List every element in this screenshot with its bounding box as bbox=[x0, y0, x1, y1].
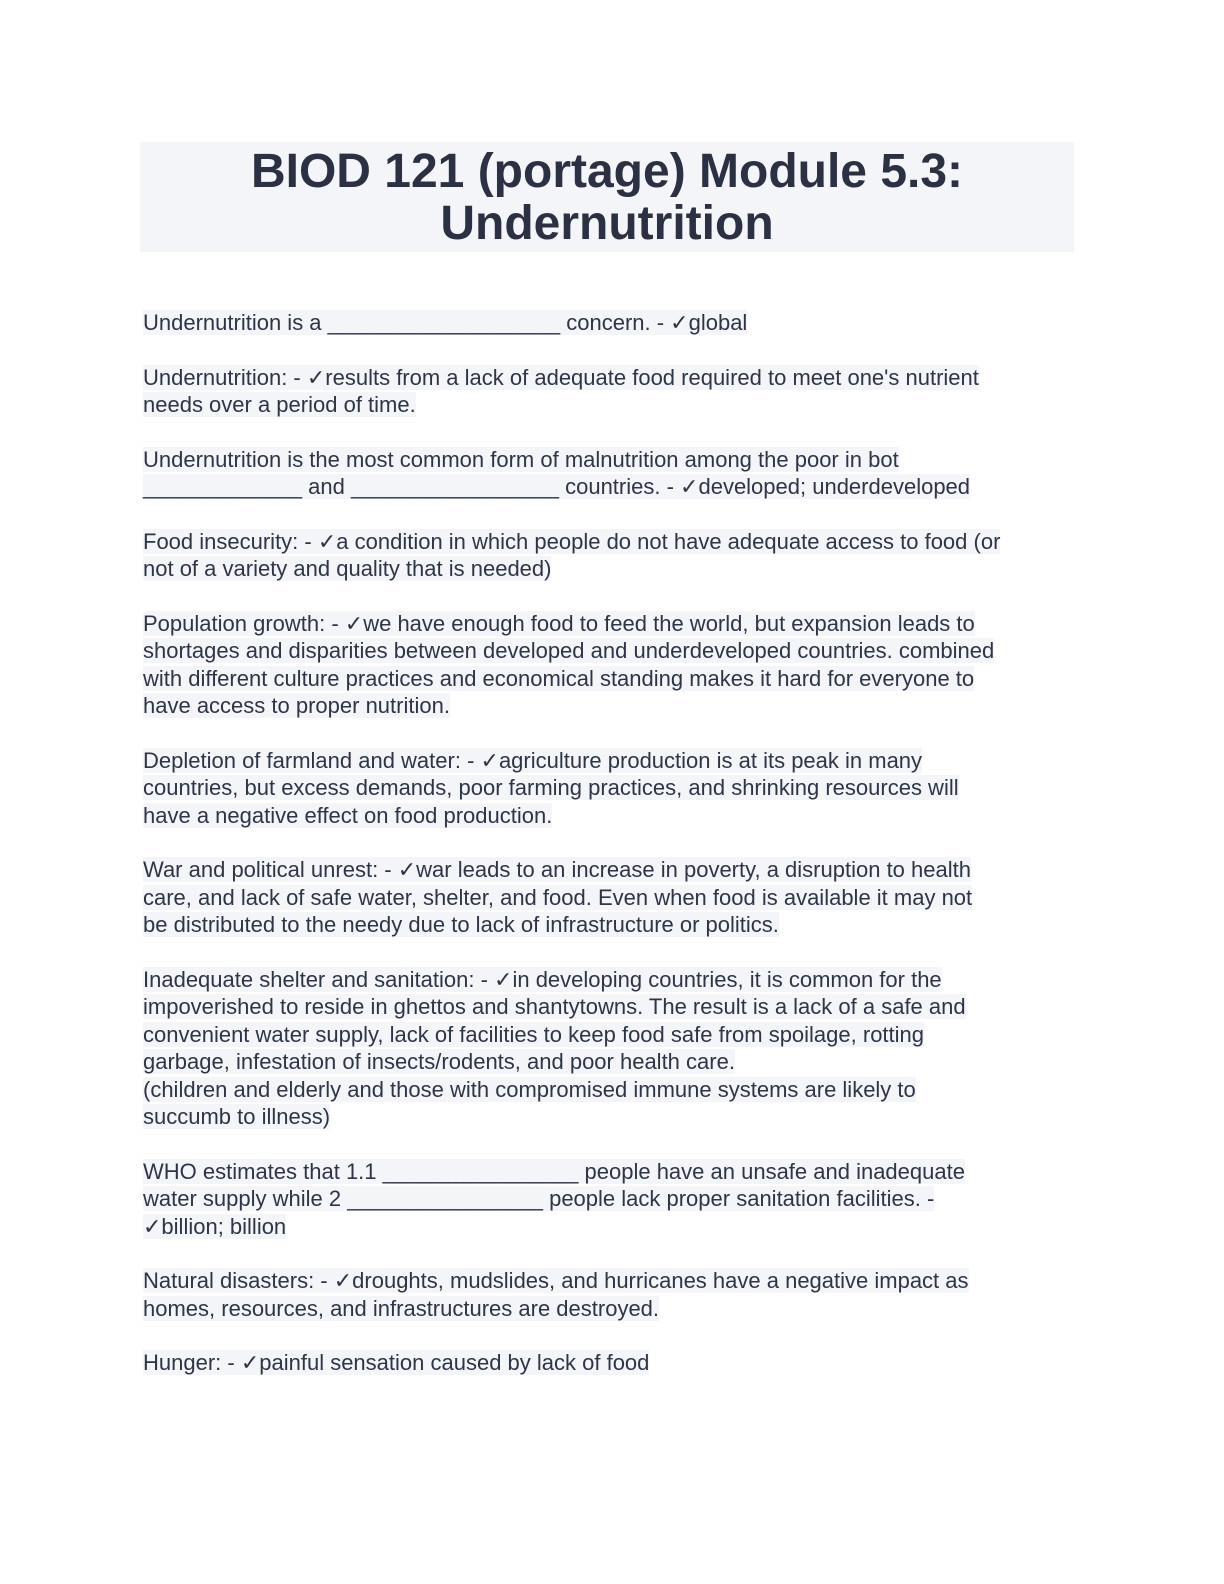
document-title-line: Undernutrition bbox=[440, 197, 774, 250]
flashcard-text-line: homes, resources, and infrastructures are destroyed. bbox=[143, 1295, 660, 1321]
flashcard-text-line: War and political unrest: - ✓war leads to an increase in poverty, a disruption to health bbox=[143, 857, 971, 882]
flashcard-text-line: Undernutrition is a ___________________ concern. - ✓global bbox=[143, 310, 748, 335]
flashcard bbox=[143, 528, 1078, 583]
document-title-line: BIOD 121 (portage) Module 5.3: bbox=[250, 145, 964, 198]
flashcard-text-line: care, and lack of safe water, shelter, and food. Even when food is available it may not bbox=[143, 884, 973, 910]
flashcard-text-line: have a negative effect on food production. bbox=[143, 802, 553, 828]
flashcard-text-line: countries, but excess demands, poor farming practices, and shrinking resources will bbox=[143, 775, 959, 800]
flashcard-text-line: succumb to illness) bbox=[143, 1104, 331, 1129]
flashcard-text-line: Hunger: - ✓painful sensation caused by lack of food bbox=[143, 1350, 650, 1375]
flashcard bbox=[143, 364, 1078, 419]
flashcard-text-line: ✓billion; billion bbox=[143, 1213, 287, 1239]
flashcard-text-line: be distributed to the needy due to lack of infrastructure or politics. bbox=[143, 912, 779, 937]
document-title-box bbox=[140, 142, 1074, 252]
flashcard-text-line: convenient water supply, lack of facilities to keep food safe from spoilage, rotting bbox=[143, 1021, 925, 1047]
flashcard bbox=[143, 966, 1078, 1131]
flashcard-text-line: (children and elderly and those with compromised immune systems are likely to bbox=[143, 1076, 916, 1102]
flashcard-text-line: Population growth: - ✓we have enough food to feed the world, but expansion leads to bbox=[143, 610, 975, 636]
flashcard-list bbox=[143, 309, 1078, 1404]
flashcard bbox=[143, 1349, 1078, 1377]
flashcard bbox=[143, 309, 1078, 337]
flashcard bbox=[143, 747, 1078, 830]
flashcard bbox=[143, 1267, 1078, 1322]
flashcard-text-line: WHO estimates that 1.1 ________________ people have an unsafe and inadequate bbox=[143, 1158, 965, 1184]
flashcard-text-line: Food insecurity: - ✓a condition in which people do not have adequate access to food (or bbox=[143, 528, 1001, 554]
flashcard bbox=[143, 446, 1078, 501]
flashcard-text-line: Inadequate shelter and sanitation: - ✓in developing countries, it is common for the bbox=[143, 966, 942, 992]
flashcard bbox=[143, 856, 1078, 939]
flashcard-text-line: _____________ and _________________ countries. - ✓developed; underdeveloped bbox=[143, 474, 971, 499]
flashcard bbox=[143, 1158, 1078, 1241]
flashcard-text-line: Natural disasters: - ✓droughts, mudslides, and hurricanes have a negative impact as bbox=[143, 1268, 969, 1293]
flashcard-text-line: water supply while 2 ________________ people lack proper sanitation facilities. - bbox=[143, 1186, 935, 1211]
flashcard-text-line: shortages and disparities between developed and underdeveloped countries. combined bbox=[143, 638, 995, 663]
flashcard-text-line: needs over a period of time. bbox=[143, 392, 416, 417]
flashcard-text-line: not of a variety and quality that is needed) bbox=[143, 556, 552, 581]
flashcard-text-line: Undernutrition is the most common form of malnutrition among the poor in bot bbox=[143, 446, 899, 472]
document-title bbox=[140, 142, 1074, 250]
flashcard-text-line: with different culture practices and economical standing makes it hard for everyone to bbox=[143, 665, 975, 691]
flashcard-text-line: have access to proper nutrition. bbox=[143, 693, 450, 718]
flashcard-text-line: Undernutrition: - ✓results from a lack of adequate food required to meet one's nutrient bbox=[143, 364, 979, 390]
flashcard-text-line: impoverished to reside in ghettos and shantytowns. The result is a lack of a safe and bbox=[143, 994, 966, 1019]
flashcard-text-line: garbage, infestation of insects/rodents, and poor health care. bbox=[143, 1049, 735, 1074]
flashcard-text-line: Depletion of farmland and water: - ✓agriculture production is at its peak in many bbox=[143, 747, 923, 773]
flashcard bbox=[143, 610, 1078, 720]
